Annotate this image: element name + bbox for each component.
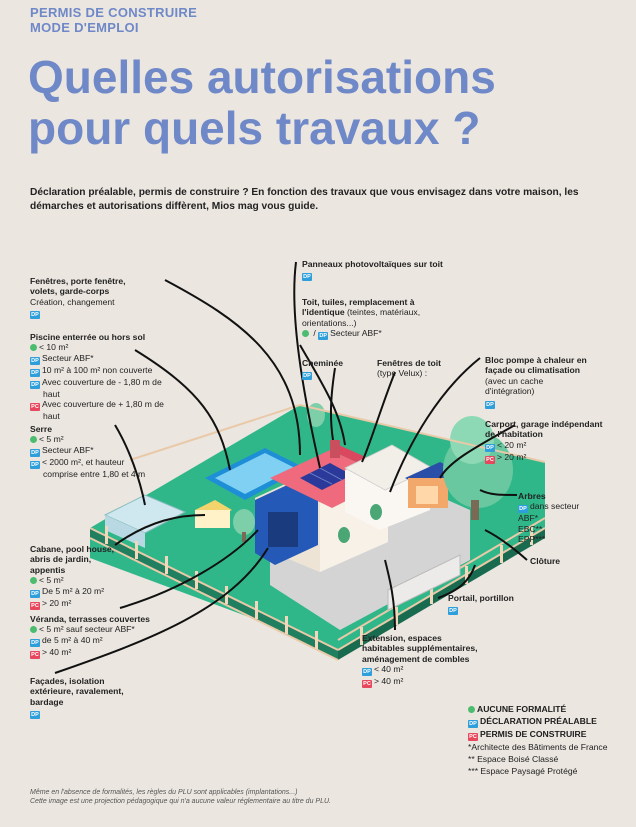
arbres-r2: ABF* <box>518 513 539 524</box>
serre-r3b: comprise entre 1,80 et 4 m <box>43 468 146 479</box>
extension-r2: > 40 m² <box>374 676 404 687</box>
dp-badge: DP <box>469 721 477 727</box>
none-dot <box>30 436 37 443</box>
footer-line-2: Cette image est une projection pédagogique qui n'a aucune valeur réglementaire au titre du PLU. <box>30 798 331 805</box>
toit-text-2: orientations...) <box>302 317 357 328</box>
tree-trunk <box>471 500 479 520</box>
piscine-r2: Secteur ABF* <box>42 352 94 363</box>
chimney <box>330 440 340 458</box>
footer-note <box>30 788 331 806</box>
cabane-r2: De 5 m² à 20 m² <box>42 585 105 596</box>
carport-title-2: de l'habitation <box>485 429 543 440</box>
annotation-veranda <box>30 614 150 659</box>
none-dot <box>468 706 475 713</box>
legend-dp: DÉCLARATION PRÉALABLE <box>480 716 597 726</box>
toit-title-1: Toit, tuiles, remplacement à <box>302 297 415 307</box>
extension-r1: < 40 m² <box>374 664 404 675</box>
fenetres-title-2: volets, garde-corps <box>30 286 110 297</box>
pompe-text-2: d'intégration) <box>485 386 535 397</box>
title-line-1: Quelles autorisations <box>28 51 496 103</box>
dp-badge: DP <box>31 369 39 376</box>
dp-badge: DP <box>31 590 39 597</box>
annotation-pompe <box>485 355 587 409</box>
intro-text: Déclaration préalable, permis de construire ? En fonction des travaux que vous envisagez dans votre maison, les démarches et autorisations diffèrent, Mios mag vous guide. <box>30 187 579 212</box>
legend-note-1: *Architecte des Bâtiments de France <box>468 742 608 752</box>
carport-r1: < 20 m² <box>497 439 527 450</box>
pc-badge: PC <box>31 651 39 658</box>
annotation-portail <box>448 593 514 615</box>
facades-title-2: extérieure, ravalement, <box>30 686 124 697</box>
pc-badge: PC <box>363 681 371 688</box>
veranda-title: Véranda, terrasses couvertes <box>30 614 150 624</box>
pompe-title-2: façade ou climatisation <box>485 365 581 376</box>
annotation-serre <box>30 424 145 479</box>
annotation-panneaux <box>302 259 443 281</box>
dp-badge: DP <box>363 669 371 676</box>
portail-title: Portail, portillon <box>448 593 514 603</box>
none-dot <box>302 330 309 337</box>
piscine-r4a: Avec couverture de - 1,80 m de <box>42 376 162 387</box>
extension-title-2: habitables supplémentaires, <box>362 643 478 654</box>
title-line-2: pour quels travaux ? <box>28 102 481 154</box>
cabane-r1: < 5 m² <box>39 575 64 586</box>
veranda-r3: > 40 m² <box>42 646 72 657</box>
footer-line-1: Même en l'absence de formalités, les règles du PLU sont applicables (implantations...) <box>30 789 298 796</box>
extension-title-3: aménagement de combles <box>362 653 470 664</box>
legend-note-3: *** Espace Paysagé Protégé <box>468 766 578 776</box>
carport-door <box>416 486 438 504</box>
arbres-r3: EBC** <box>518 523 543 534</box>
extension-window <box>268 512 298 547</box>
dp-badge: DP <box>519 506 527 513</box>
veranda-r1: < 5 m² sauf secteur ABF* <box>39 624 135 635</box>
kicker-line-2: MODE D'EMPLOI <box>30 20 139 35</box>
tree-small-1 <box>233 509 255 535</box>
legend-note-2: ** Espace Boisé Classé <box>468 754 559 764</box>
cabane-title-2: abris de jardin, <box>30 554 92 565</box>
legend-none: AUCUNE FORMALITÉ <box>477 704 567 714</box>
piscine-r5b: haut <box>43 411 60 422</box>
shed-wall <box>195 510 230 528</box>
plant-2 <box>338 527 350 543</box>
cabane-title-1: Cabane, pool house, <box>30 544 115 554</box>
legend-pc: PERMIS DE CONSTRUIRE <box>480 729 587 739</box>
annotation-cloture <box>530 556 560 566</box>
annotation-fenetres <box>30 276 126 319</box>
dp-badge: DP <box>449 608 457 615</box>
toit-sep: / <box>311 328 319 339</box>
annotation-fenetres-toit <box>377 358 441 379</box>
dp-badge: DP <box>31 712 39 719</box>
annotation-arbres <box>518 491 579 545</box>
cabane-r3: > 20 m² <box>42 597 72 608</box>
cheminee-title: Cheminée <box>302 358 344 368</box>
facades-title-1: Façades, isolation <box>30 676 105 686</box>
annotation-cheminee <box>302 358 343 380</box>
arbres-r1: dans secteur <box>530 501 580 512</box>
arbres-r4: EPP*** <box>518 534 546 545</box>
dp-badge: DP <box>31 639 39 646</box>
fenetres-toit-title: Fenêtres de toit <box>377 358 441 368</box>
piscine-r1: < 10 m² <box>39 342 69 353</box>
pc-badge: PC <box>486 456 494 463</box>
cloture-title: Clôture <box>530 556 561 566</box>
piscine-r3: 10 m² à 100 m² non couverte <box>42 364 153 375</box>
dp-badge: DP <box>31 312 39 319</box>
legend <box>468 703 607 777</box>
fenetres-text: Création, changement <box>30 296 115 307</box>
dp-badge: DP <box>31 357 39 364</box>
veranda-r2: de 5 m² à 40 m² <box>42 634 103 645</box>
piscine-r5a: Avec couverture de + 1,80 m de <box>42 399 164 410</box>
pc-badge: PC <box>469 734 477 740</box>
serre-r3a: < 2000 m², et hauteur <box>42 456 125 467</box>
dp-badge: DP <box>486 401 494 408</box>
toit-text-1: (teintes, matériaux, <box>344 307 421 318</box>
annotation-extension <box>362 633 478 688</box>
annotation-piscine <box>30 332 164 422</box>
carport-r2: > 20 m² <box>497 451 527 462</box>
annotation-carport <box>485 419 602 464</box>
toit-r1b: Secteur ABF* <box>330 328 382 339</box>
panneaux-title: Panneaux photovoltaïques sur toit <box>302 259 443 269</box>
serre-title: Serre <box>30 424 52 434</box>
serre-r1: < 5 m² <box>39 434 64 445</box>
dp-badge: DP <box>319 333 327 340</box>
pc-badge: PC <box>31 404 39 411</box>
dp-badge: DP <box>303 274 311 281</box>
none-dot <box>30 577 37 584</box>
pompe-title-1: Bloc pompe à chaleur en <box>485 355 587 365</box>
dp-badge: DP <box>31 461 39 468</box>
pc-badge: PC <box>31 602 39 609</box>
dp-badge: DP <box>31 381 39 388</box>
annotation-toit <box>302 297 420 340</box>
none-dot <box>30 344 37 351</box>
piscine-title: Piscine enterrée ou hors sol <box>30 332 146 342</box>
serre-r2: Secteur ABF* <box>42 444 94 455</box>
none-dot <box>30 626 37 633</box>
dp-badge: DP <box>31 449 39 456</box>
carport-title-1: Carport, garage indépendant <box>485 419 603 429</box>
cabane-title-3: appentis <box>30 564 66 575</box>
dp-badge: DP <box>303 373 311 380</box>
annotation-cabane <box>30 544 114 610</box>
fenetres-title-1: Fenêtres, porte fenêtre, <box>30 276 126 286</box>
kicker-line-1: PERMIS DE CONSTRUIRE <box>30 5 198 20</box>
fenetres-toit-text: (type Velux) : <box>377 368 428 379</box>
annotation-facades <box>30 676 124 719</box>
plant-1 <box>370 504 382 520</box>
dp-badge: DP <box>486 444 494 451</box>
toit-title-2: l'identique <box>302 307 345 318</box>
piscine-r4b: haut <box>43 388 60 399</box>
arbres-title: Arbres <box>518 491 546 501</box>
facades-title-3: bardage <box>30 696 64 707</box>
pompe-text-1: (avec un cache <box>485 375 544 386</box>
extension-title-1: Extension, espaces <box>362 633 442 643</box>
